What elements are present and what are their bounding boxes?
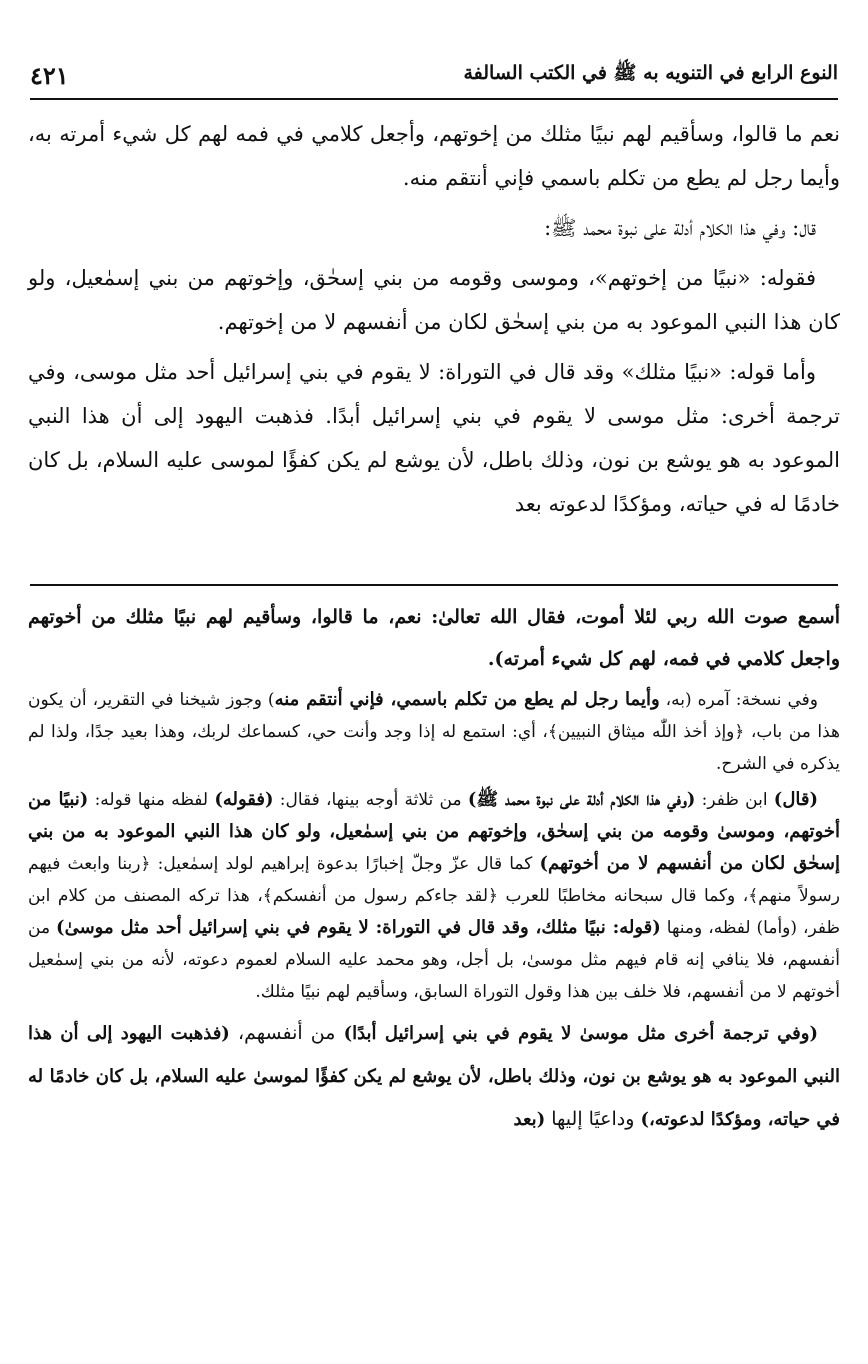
commentary-paragraph <box>28 784 840 1008</box>
commentary-text-span: لفظه منها قوله: <box>88 790 215 810</box>
commentary-text-span: كما قال عزّ وجلّ إخبارًا بدعوة إبراهيم لولد إسمٰعيل: ﴿ربنا وابعث فيهم رسولاً منهم﴾، وكما قال سبحانه مخاطبًا للعرب ﴿لقد جاءكم رسول من أنفسكم﴾، هذا تركه المصنف من كلام ابن ظفر، (وأما) لفظه، ومنها <box>28 854 841 938</box>
commentary-paragraph <box>28 1012 840 1141</box>
quoted-text-span: (بعد <box>513 1109 546 1130</box>
commentary-text-span: من ثلاثة أوجه بينها، فقال: <box>273 790 468 810</box>
commentary-text <box>28 596 840 1145</box>
quoted-text-span: (نبيًا من أخوتهم، وموسىٰ وقومه من بني إسحٰق، وإخوتهم من بني إسمٰعيل، ولو كان هذا النبي الموعود به من بني إسحٰق لكان من أنفسهم لا من أخوتهم) <box>28 789 840 874</box>
page-header <box>30 52 838 100</box>
commentary-text-span: ) وجوز شيخنا في التقرير، أن يكون هذا من باب، ﴿وإذ أخذ اللّٰه ميثاق النبيين﴾، أي: استمع له إذا وجد وأنت حي، كسماعك لربك، وهذا بعيد جدًا، ولذا لم يذكره في الشرح. <box>28 690 840 774</box>
commentary-text-span: وداعيًا إليها <box>545 1108 641 1130</box>
quoted-text-span: (وفي هذا الكلام أدلة على نبوة محمد ﷺ) <box>467 789 696 810</box>
main-paragraph: قال: وفي هذا الكلام أدلة على نبوة محمد ﷺ: <box>544 216 816 240</box>
commentary-text-span: ابن ظفر: <box>695 790 774 810</box>
quoted-text-span: (فقوله) <box>214 789 274 810</box>
page-number: ٤٢١ <box>30 60 69 90</box>
commentary-text-span: وفي نسخة: آمره (به، <box>659 690 818 710</box>
commentary-text-span: من أنفسهم، فلا ينافي إنه قام فيهم مثل موسىٰ، بل أجل، وهو محمد عليه السلام لعموم دعوته، لأنه من بني إسمٰعيل أخوتهم لا من أنفسهم، فلا خلف بين هذا وقول التوراة السابق، وسأقيم لهم نبيًا مثلك. <box>28 918 840 1002</box>
running-title: النوع الرابع في التنويه به ﷺ في الكتب السالفة <box>463 62 838 84</box>
quoted-text-span: (قوله: نبيًا مثلك، وقد قال في التوراة: لا يقوم في بني إسرائيل أحد مثل موسىٰ) <box>56 917 661 938</box>
footnote-divider <box>30 584 838 586</box>
main-text <box>28 112 840 532</box>
commentary-paragraph <box>28 684 840 780</box>
quoted-text-span: (فذهبت اليهود إلى أن هذا النبي الموعود به هو يوشع بن نون، وذلك باطل، لأن يوشع لم يكن كفؤًا لموسىٰ عليه السلام، بل كان خادمًا له في حياته، ومؤكدًا لدعوته،) <box>28 1023 840 1130</box>
main-paragraph: نعم ما قالوا، وسأقيم لهم نبيًا مثلك من إخوتهم، وأجعل كلامي في فمه لهم كل شيء أمرته به، وأيما رجل لم يطع من تكلم باسمي فإني أنتقم منه. <box>28 122 840 190</box>
commentary-text-span: من أنفسهم، <box>229 1022 344 1044</box>
quoted-text-span: (وفي ترجمة أخرى مثل موسىٰ لا يقوم في بني إسرائيل أبدًا) <box>343 1023 818 1044</box>
main-paragraph: فقوله: «نبيًا من إخوتهم»، وموسى وقومه من بني إسحٰق، وإخوتهم من بني إسمٰعيل، ولو كان هذا النبي الموعود به من بني إسحٰق لكان من أنفسهم لا من إخوتهم. <box>28 266 840 334</box>
commentary-paragraph: أسمع صوت الله ربي لئلا أموت، فقال الله تعالىٰ: نعم، ما قالوا، وسأقيم لهم نبيًا مثلك من أخوتهم واجعل كلامي في فمه، لهم كل شيء أمرته). <box>28 606 840 670</box>
main-paragraph: وأما قوله: «نبيًا مثلك» وقد قال في التوراة: لا يقوم في بني إسرائيل أحد مثل موسى، وفي ترجمة أخرى: مثل موسى لا يقوم في بني إسرائيل أبدًا. فذهبت اليهود إلى أن هذا النبي الموعود به هو يوشع بن نون، وذلك باطل، لأن يوشع لم يكن كفؤًا لموسى عليه السلام، بل كان خادمًا له في حياته، ومؤكدًا لدعوته بعد <box>28 360 840 516</box>
quoted-text-span: (قال) <box>773 789 818 810</box>
quoted-text-span: وأيما رجل لم يطع من تكلم باسمي، فإني أنتقم منه <box>274 689 660 710</box>
